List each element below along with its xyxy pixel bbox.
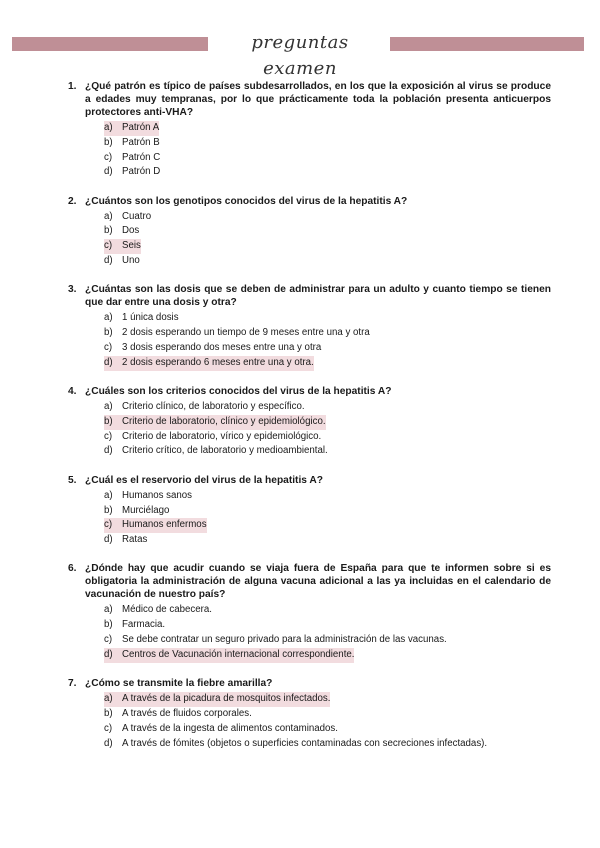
question-row	[68, 195, 551, 208]
question-number: 5.	[68, 474, 77, 486]
option-text: Murciélago	[122, 504, 170, 516]
option-list	[68, 311, 551, 370]
question-text: ¿Cuántas son las dosis que se deben de administrar para un adulto y cuanto tiempo se tienen que dar entre una dosis y otra?	[85, 284, 551, 309]
question-row	[68, 385, 551, 398]
answer-option-highlighted	[104, 518, 551, 533]
answer-option	[104, 136, 551, 151]
option-letter: a)	[104, 489, 113, 501]
option-text: Patrón D	[122, 166, 161, 178]
option-letter: d)	[104, 356, 122, 371]
answer-option-highlighted	[104, 415, 551, 430]
answer-option	[104, 444, 551, 459]
option-letter: b)	[104, 504, 113, 516]
option-letter: a)	[104, 401, 113, 413]
question-list	[68, 80, 551, 766]
option-text: A través de fluidos corporales.	[122, 707, 252, 719]
answer-option-highlighted	[104, 239, 551, 254]
option-letter: c)	[104, 518, 122, 533]
option-letter: c)	[104, 151, 113, 163]
option-text: Seis	[122, 239, 141, 254]
answer-option	[104, 210, 551, 225]
option-letter: a)	[104, 312, 113, 324]
option-text: 2 dosis esperando un tiempo de 9 meses entre una y otra	[122, 327, 370, 339]
answer-option	[104, 430, 551, 445]
question-item	[68, 677, 551, 751]
option-text: 3 dosis esperando dos meses entre una y otra	[122, 341, 322, 353]
answer-option-highlighted	[104, 356, 551, 371]
question-number: 4.	[68, 386, 77, 398]
question-item	[68, 80, 551, 180]
question-item	[68, 195, 551, 269]
answer-option	[104, 533, 551, 548]
answer-option	[104, 618, 551, 633]
question-number: 3.	[68, 284, 77, 296]
question-text: ¿Cuál es el reservorio del virus de la hepatitis A?	[85, 474, 323, 486]
option-letter: c)	[104, 722, 113, 734]
answer-option	[104, 254, 551, 269]
answer-option	[104, 400, 551, 415]
answer-option-highlighted	[104, 648, 551, 663]
question-row	[68, 474, 551, 487]
option-text: Farmacia.	[122, 619, 166, 631]
option-text: A través de la ingesta de alimentos contaminados.	[122, 722, 338, 734]
option-list	[68, 210, 551, 269]
option-text: Centros de Vacunación internacional correspondiente.	[122, 648, 354, 663]
answer-option	[104, 341, 551, 356]
option-letter: d)	[104, 445, 113, 457]
header-bar-right	[390, 37, 584, 51]
option-list	[68, 603, 551, 662]
option-text: Humanos sanos	[122, 489, 193, 501]
option-list	[68, 489, 551, 548]
option-letter: b)	[104, 707, 113, 719]
option-text: Se debe contratar un seguro privado para la administración de las vacunas.	[122, 634, 447, 646]
answer-option	[104, 326, 551, 341]
option-list	[68, 121, 551, 180]
option-list	[68, 692, 551, 751]
question-text: ¿Cómo se transmite la fiebre amarilla?	[85, 678, 273, 690]
answer-option	[104, 603, 551, 618]
answer-option	[104, 737, 551, 752]
answer-option	[104, 504, 551, 519]
option-letter: b)	[104, 415, 122, 430]
option-text: Criterio de laboratorio, clínico y epidemiológico.	[122, 415, 326, 430]
answer-option	[104, 633, 551, 648]
answer-option	[104, 151, 551, 166]
question-text: ¿Qué patrón es típico de países subdesarrollados, en los que la exposición al virus se produce a edades muy tempranas, por lo que prácticamente toda la población presenta anticuerpos protectores anti-VHA?	[85, 81, 551, 118]
question-item	[68, 562, 551, 662]
answer-option	[104, 722, 551, 737]
option-letter: d)	[104, 255, 113, 267]
answer-option	[104, 311, 551, 326]
option-list	[68, 400, 551, 459]
option-text: A través de fómites (objetos o superficies contaminadas con secreciones infectadas).	[122, 737, 488, 749]
question-text: ¿Cuáles son los criterios conocidos del virus de la hepatitis A?	[85, 386, 392, 398]
option-letter: d)	[104, 737, 113, 749]
option-text: 1 única dosis	[122, 312, 179, 324]
question-item	[68, 283, 551, 370]
option-letter: b)	[104, 327, 113, 339]
answer-option	[104, 224, 551, 239]
option-letter: d)	[104, 648, 122, 663]
question-item	[68, 385, 551, 459]
question-number: 2.	[68, 195, 77, 207]
option-letter: d)	[104, 166, 113, 178]
option-letter: a)	[104, 692, 122, 707]
option-text: Criterio clínico, de laboratorio y específico.	[122, 401, 305, 413]
option-letter: a)	[104, 604, 113, 616]
question-row	[68, 562, 551, 601]
question-item	[68, 474, 551, 548]
option-letter: a)	[104, 210, 113, 222]
option-letter: b)	[104, 619, 113, 631]
option-letter: c)	[104, 430, 113, 442]
answer-option-highlighted	[104, 121, 551, 136]
option-text: Uno	[122, 255, 140, 267]
page-header	[12, 30, 584, 79]
header-bar-left	[12, 37, 208, 51]
answer-option-highlighted	[104, 692, 551, 707]
question-row	[68, 80, 551, 119]
option-text: Patrón C	[122, 151, 161, 163]
question-number: 1.	[68, 81, 77, 92]
option-letter: d)	[104, 534, 113, 546]
option-letter: c)	[104, 239, 122, 254]
option-letter: a)	[104, 121, 122, 136]
option-text: Dos	[122, 225, 140, 237]
option-letter: c)	[104, 341, 113, 353]
question-text: ¿Dónde hay que acudir cuando se viaja fuera de España para que te informen sobre si es obligatoria la administración de alguna vacuna adicional a las ya incluidas en el calendario de vacunación de nuestro país?	[85, 563, 551, 601]
option-text: Criterio de laboratorio, vírico y epidemiológico.	[122, 430, 322, 442]
option-letter: c)	[104, 634, 113, 646]
answer-option	[104, 489, 551, 504]
answer-option	[104, 707, 551, 722]
option-letter: b)	[104, 225, 113, 237]
question-number: 7.	[68, 678, 77, 690]
option-text: 2 dosis esperando 6 meses entre una y otra.	[122, 356, 314, 371]
option-text: Patrón B	[122, 136, 160, 148]
option-text: Cuatro	[122, 210, 152, 222]
question-row	[68, 283, 551, 309]
option-letter: b)	[104, 136, 113, 148]
question-number: 6.	[68, 563, 77, 575]
page-title: preguntas examen	[251, 32, 349, 79]
option-text: Criterio crítico, de laboratorio y medioambiental.	[122, 445, 328, 457]
question-row	[68, 677, 551, 690]
answer-option	[104, 165, 551, 180]
option-text: Humanos enfermos	[122, 518, 207, 533]
option-text: Ratas	[122, 534, 148, 546]
option-text: A través de la picadura de mosquitos infectados.	[122, 692, 330, 707]
option-text: Patrón A	[122, 121, 159, 136]
question-text: ¿Cuántos son los genotipos conocidos del virus de la hepatitis A?	[85, 195, 408, 207]
option-text: Médico de cabecera.	[122, 604, 212, 616]
